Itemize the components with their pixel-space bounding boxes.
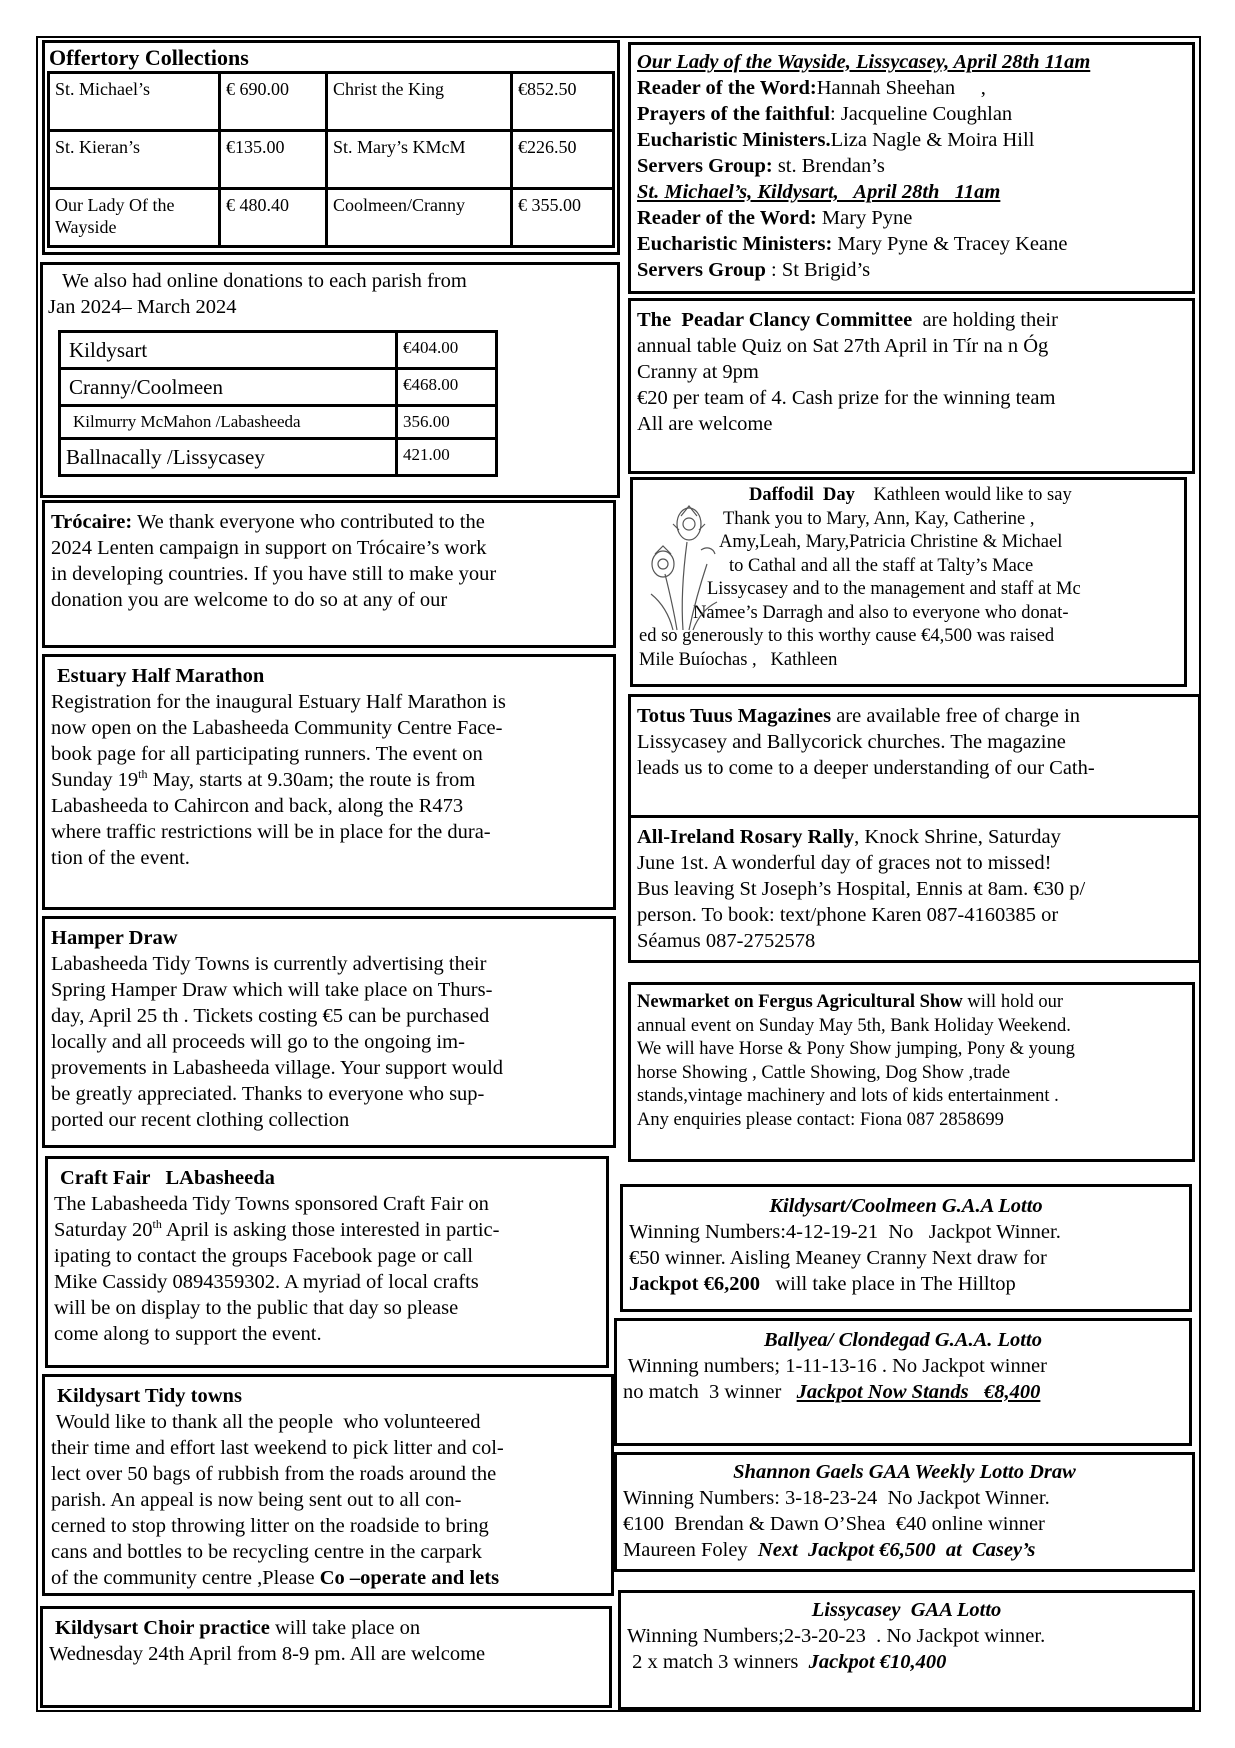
ministry-person: Liza Nagle & Moira Hill — [830, 129, 1035, 151]
tidy-text: of the community centre ,Please — [51, 1567, 320, 1589]
tidy-text: cerned to stop throwing litter on the roadside to bring — [51, 1515, 489, 1537]
ministry-heading: St. Michael’s, Kildysart, April 28th 11am — [637, 181, 1001, 203]
daffodil-icon — [643, 502, 721, 632]
daffodil-text: Kathleen would like to say — [854, 485, 1072, 505]
tidy-text: lect over 50 bags of rubbish from the roads around the — [51, 1463, 497, 1485]
peadar-text: All are welcome — [637, 413, 773, 435]
craft-text: Mike Cassidy 0894359302. A myriad of local crafts — [54, 1271, 479, 1293]
choir-text: Wednesday 24th April from 8-9 pm. All are welcome — [49, 1643, 486, 1665]
lotto-text: Winning numbers; 1-11-13-16 . No Jackpot winner — [623, 1355, 1047, 1377]
ministry-row — [637, 75, 1186, 101]
tidy-text: parish. An appeal is now being sent out to all con- — [51, 1489, 462, 1511]
choir-text: will take place on — [269, 1617, 421, 1639]
table-row — [49, 73, 614, 131]
tidy-title: Kildysart Tidy towns — [57, 1385, 242, 1407]
lotto-text: €100 Brendan & Dawn O’Shea €40 online winner — [623, 1513, 1045, 1535]
hamper-text: locally and all proceeds will go to the ongoing im- — [51, 1031, 465, 1053]
hamper-text: day, April 25 th . Tickets costing €5 can be purchased — [51, 1005, 490, 1027]
parish-name: Coolmeen/Cranny — [327, 189, 512, 247]
hamper-text: Spring Hamper Draw which will take place on Thurs- — [51, 979, 493, 1001]
lotto-jackpot: Next Jackpot €6,500 at Casey’s — [757, 1539, 1036, 1561]
newmarket-text: stands,vintage machinery and lots of kids entertainment . — [637, 1086, 1059, 1106]
table-row — [60, 332, 497, 369]
totus-text: are available free of charge in — [831, 705, 1080, 727]
parish-amount: € 690.00 — [220, 73, 327, 131]
parish-name: Cranny/Coolmeen — [60, 369, 397, 406]
offertory-section — [42, 40, 620, 255]
parish-amount: €852.50 — [512, 73, 614, 131]
ministry-row — [637, 231, 1186, 257]
craft-text: Saturday 20 — [54, 1219, 153, 1241]
craft-text: The Labasheeda Tidy Towns sponsored Craft Fair on — [54, 1193, 489, 1215]
ministry-role: Reader of the Word: — [637, 207, 817, 229]
daffodil-day-notice — [630, 477, 1187, 687]
parish-name: St. Michael’s — [49, 73, 220, 131]
marathon-text: Sunday 19 — [51, 769, 139, 791]
ministry-person: Mary Pyne & Tracey Keane — [832, 233, 1068, 255]
marathon-title: Estuary Half Marathon — [57, 665, 265, 687]
offertory-title: Offertory Collections — [49, 45, 249, 70]
lotto-text: Winning Numbers: 3-18-23-24 No Jackpot Winner. — [623, 1487, 1050, 1509]
kildysart-lotto-notice — [620, 1184, 1192, 1312]
tidy-text: their time and effort last weekend to pick litter and col- — [51, 1437, 504, 1459]
totus-label: Totus Tuus Magazines — [637, 705, 832, 727]
hamper-title: Hamper Draw — [51, 927, 178, 949]
ministry-row — [637, 257, 1186, 283]
parish-amount: €226.50 — [512, 131, 614, 189]
peadar-text: are holding their — [912, 309, 1058, 331]
parish-name: Our Lady Of the Wayside — [49, 189, 220, 247]
daffodil-text: ed so generously to this worthy cause €4,500 was raised — [639, 626, 1055, 646]
daffodil-text: Thank you to Mary, Ann, Kay, Catherine , — [723, 508, 1035, 529]
table-row — [49, 131, 614, 189]
table-row — [60, 439, 497, 476]
lissycasey-lotto-notice — [618, 1590, 1195, 1710]
marathon-text: now open on the Labasheeda Community Centre Face- — [51, 717, 503, 739]
ministry-role: Eucharistic Ministers. — [637, 129, 831, 151]
ministry-role: Servers Group — [637, 259, 766, 281]
ministry-row — [637, 205, 1186, 231]
lotto-text: no match 3 winner — [623, 1381, 797, 1403]
marathon-ordinal: th — [138, 767, 148, 782]
peadar-text: annual table Quiz on Sat 27th April in Tír na n Óg — [637, 335, 1049, 357]
ministry-person: st. Brendan’s — [772, 155, 885, 177]
hamper-text: ported our recent clothing collection — [51, 1109, 350, 1131]
trocaire-text: We thank everyone who contributed to the — [132, 511, 485, 533]
hamper-text: Labasheeda Tidy Towns is currently advertising their — [51, 953, 487, 975]
rosary-text: , Knock Shrine, Saturday — [854, 826, 1061, 848]
lotto-text: Maureen Foley — [623, 1539, 758, 1561]
tidy-text: Would like to thank all the people who volunteered — [51, 1411, 481, 1433]
newmarket-text: horse Showing , Cattle Showing, Dog Show ,trade — [637, 1062, 1011, 1083]
parish-amount: € 480.40 — [220, 189, 327, 247]
peadar-text: €20 per team of 4. Cash prize for the winning team — [637, 387, 1056, 409]
newmarket-text: will hold our — [962, 992, 1064, 1012]
ministry-person: : St Brigid’s — [765, 259, 871, 281]
lotto-title: Kildysart/Coolmeen G.A.A Lotto — [769, 1195, 1043, 1217]
ministry-role: Prayers of the faithful — [637, 103, 830, 125]
ministry-person: Hannah Sheehan , — [816, 77, 986, 99]
daffodil-text: to Cathal and all the staff at Talty’s Mace — [729, 555, 1034, 576]
craft-title: Craft Fair LAbasheeda — [60, 1167, 275, 1189]
parish-name: St. Kieran’s — [49, 131, 220, 189]
craft-text: ipating to contact the groups Facebook page or call — [54, 1245, 473, 1267]
table-row — [60, 406, 497, 439]
lotto-jackpot: Jackpot €10,400 — [808, 1651, 947, 1673]
marathon-text: where traffic restrictions will be in place for the dura- — [51, 821, 491, 843]
offertory-table — [47, 71, 615, 248]
parish-amount: 421.00 — [397, 439, 497, 476]
parish-amount: € 355.00 — [512, 189, 614, 247]
lotto-jackpot: Jackpot Now Stands €8,400 — [796, 1381, 1041, 1403]
online-intro-dates: Jan 2024– March 2024 — [48, 296, 237, 318]
table-row — [60, 369, 497, 406]
parish-amount: €468.00 — [397, 369, 497, 406]
craft-ordinal: th — [152, 1217, 162, 1232]
lotto-text: Winning Numbers;2-3-20-23 . No Jackpot winner. — [627, 1625, 1046, 1647]
newmarket-text: Any enquiries please contact: Fiona 087 2858699 — [637, 1109, 1004, 1130]
parish-amount: €135.00 — [220, 131, 327, 189]
daffodil-text: Mile Buíochas , Kathleen — [639, 649, 838, 670]
ballyea-lotto-notice — [614, 1318, 1192, 1446]
newmarket-label: Newmarket on Fergus Agricultural Show — [637, 992, 963, 1012]
marathon-text: May, starts at 9.30am; the route is from — [147, 769, 476, 791]
hamper-text: be greatly appreciated. Thanks to everyone who sup- — [51, 1083, 485, 1105]
parish-name: Kilmurry McMahon /Labasheeda — [60, 406, 397, 439]
lotto-text: 2 x match 3 winners — [627, 1651, 809, 1673]
ministry-role: Eucharistic Ministers: — [637, 233, 833, 255]
parish-name: Christ the King — [327, 73, 512, 131]
peadar-label: The Peadar Clancy Committee — [637, 309, 913, 331]
daffodil-label: Daffodil Day — [749, 485, 855, 505]
lotto-title: Lissycasey GAA Lotto — [811, 1599, 1002, 1621]
lotto-text: will take place in The Hilltop — [759, 1273, 1016, 1295]
table-row — [49, 189, 614, 247]
peadar-clancy-notice — [628, 298, 1195, 474]
totus-text: leads us to come to a deeper understanding of our Cath- — [637, 757, 1095, 779]
online-donations-section — [40, 262, 620, 498]
ministry-row — [637, 101, 1186, 127]
rosary-label: All-Ireland Rosary Rally — [637, 826, 855, 848]
daffodil-text: Namee’s Darragh and also to everyone who donat- — [693, 602, 1069, 623]
ministry-heading: Our Lady of the Wayside, Lissycasey, April 28th 11am — [637, 51, 1091, 73]
craft-text: come along to support the event. — [54, 1323, 322, 1345]
rosary-rally-notice — [628, 815, 1201, 963]
parish-name: St. Mary’s KMcM — [327, 131, 512, 189]
marathon-text: Registration for the inaugural Estuary Half Marathon is — [51, 691, 506, 713]
ministry-person: Mary Pyne — [816, 207, 913, 229]
trocaire-text: donation you are welcome to do so at any of our — [51, 589, 448, 611]
totus-tuus-notice — [628, 694, 1201, 818]
lotto-text: €50 winner. Aisling Meaney Cranny Next draw for — [629, 1247, 1047, 1269]
lotto-jackpot: Jackpot €6,200 — [629, 1273, 760, 1295]
parish-amount: 356.00 — [397, 406, 497, 439]
shannon-gaels-lotto-notice — [614, 1452, 1195, 1572]
trocaire-text: in developing countries. If you have still to make your — [51, 563, 497, 585]
lotto-title: Shannon Gaels GAA Weekly Lotto Draw — [733, 1461, 1076, 1483]
ministry-row — [637, 153, 1186, 179]
tidy-text: cans and bottles to be recycling centre in the carpark — [51, 1541, 482, 1563]
ministry-rota — [628, 42, 1195, 294]
online-table — [58, 330, 498, 477]
daffodil-text: Lissycasey and to the management and staff at Mc — [707, 579, 1081, 599]
parish-name: Ballnacally /Lissycasey — [60, 439, 397, 476]
newmarket-text: annual event on Sunday May 5th, Bank Holiday Weekend. — [637, 1015, 1071, 1036]
trocaire-text: 2024 Lenten campaign in support on Trócaire’s work — [51, 537, 487, 559]
trocaire-notice — [42, 500, 616, 648]
marathon-notice — [42, 654, 616, 910]
ministry-row — [637, 127, 1186, 153]
daffodil-text: Amy,Leah, Mary,Patricia Christine & Michael — [719, 532, 1063, 552]
tidy-bold-text: Co –operate and lets — [319, 1567, 500, 1589]
marathon-text: book page for all participating runners. The event on — [51, 743, 483, 765]
ministry-role: Servers Group: — [637, 155, 773, 177]
online-intro: We also had online donations to each parish from — [62, 270, 467, 292]
newmarket-text: We will have Horse & Pony Show jumping, Pony & young — [637, 1039, 1075, 1059]
rosary-text: June 1st. A wonderful day of graces not to missed! — [637, 852, 1052, 874]
tidy-towns-notice — [42, 1374, 614, 1596]
parish-name: Kildysart — [60, 332, 397, 369]
craft-fair-notice — [45, 1156, 609, 1368]
marathon-text: Labasheeda to Cahircon and back, along the R473 — [51, 795, 464, 817]
peadar-text: Cranny at 9pm — [637, 361, 759, 383]
lotto-title: Ballyea/ Clondegad G.A.A. Lotto — [764, 1329, 1042, 1351]
hamper-text: provements in Labasheeda village. Your support would — [51, 1057, 504, 1079]
hamper-notice — [42, 916, 616, 1148]
rosary-text: Séamus 087-2752578 — [637, 930, 816, 952]
rosary-text: person. To book: text/phone Karen 087-4160385 or — [637, 904, 1059, 926]
newmarket-show-notice — [628, 982, 1195, 1162]
ministry-person: : Jacqueline Coughlan — [830, 103, 1013, 125]
totus-text: Lissycasey and Ballycorick churches. The magazine — [637, 731, 1066, 753]
choir-title: Kildysart Choir practice — [55, 1617, 270, 1639]
lotto-text: Winning Numbers:4-12-19-21 No Jackpot Winner. — [629, 1221, 1061, 1243]
trocaire-label: Trócaire: — [51, 511, 133, 533]
choir-notice — [40, 1606, 612, 1708]
parish-amount: €404.00 — [397, 332, 497, 369]
craft-text: will be on display to the public that day so please — [54, 1297, 459, 1319]
craft-text: April is asking those interested in partic- — [161, 1219, 500, 1241]
marathon-text: tion of the event. — [51, 847, 190, 869]
ministry-role: Reader of the Word: — [637, 77, 817, 99]
rosary-text: Bus leaving St Joseph’s Hospital, Ennis at 8am. €30 p/ — [637, 878, 1086, 900]
